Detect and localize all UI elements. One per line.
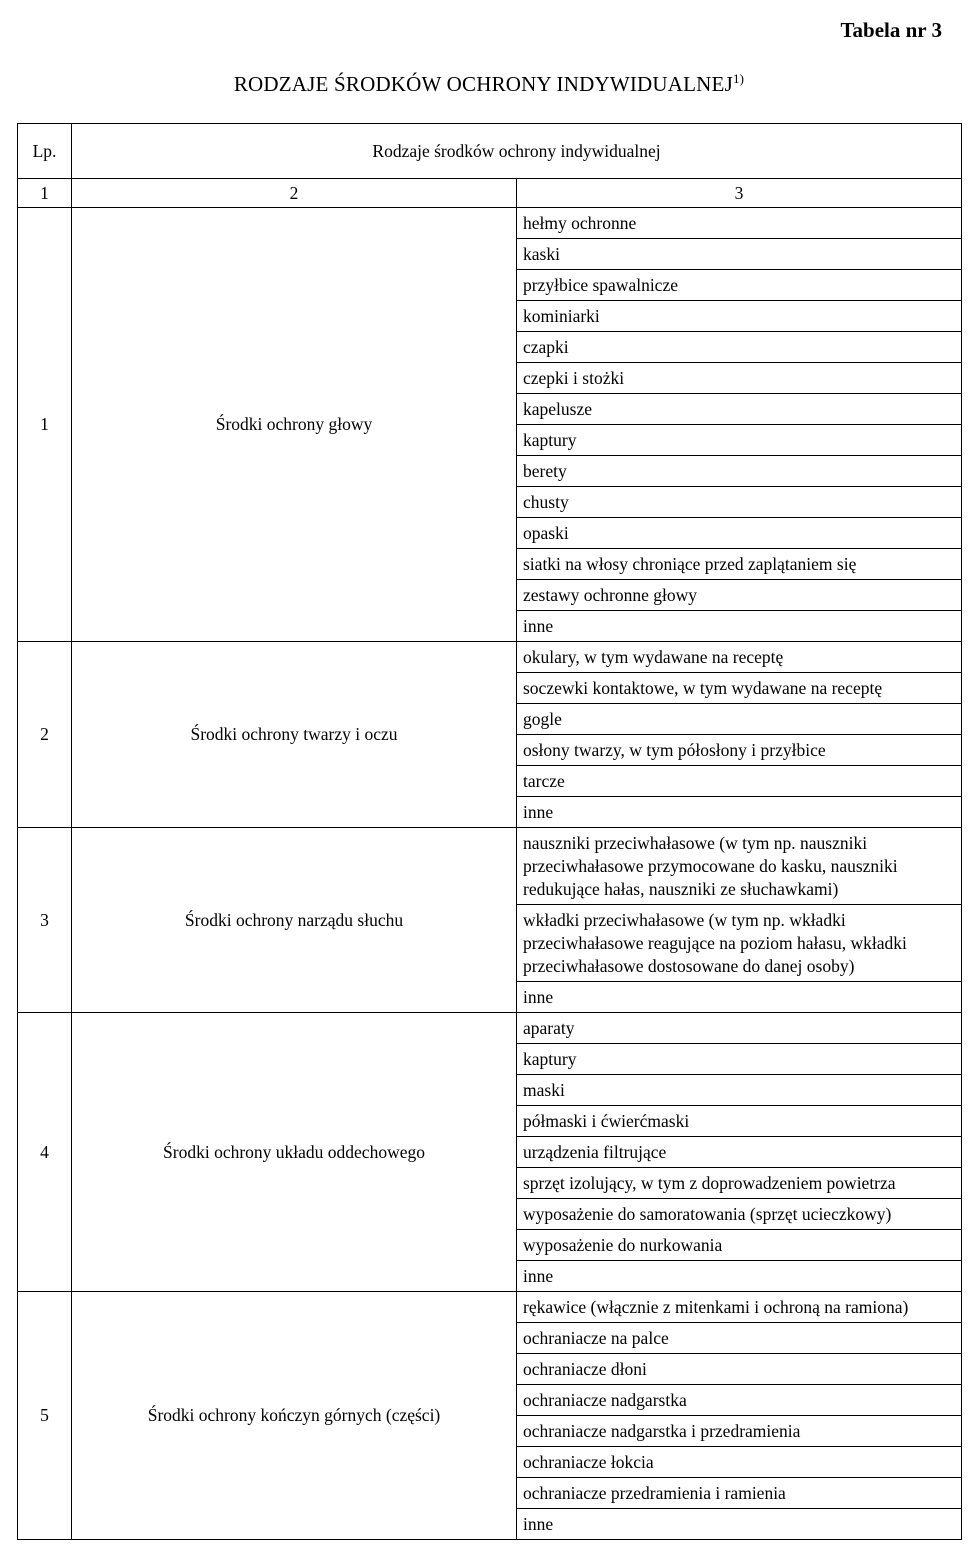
group-category-cell: Środki ochrony twarzy i oczu bbox=[72, 642, 517, 828]
item-cell: inne bbox=[517, 797, 962, 828]
column-number-2: 2 bbox=[72, 179, 517, 208]
header-lp-cell: Lp. bbox=[18, 124, 72, 179]
item-cell: urządzenia filtrujące bbox=[517, 1137, 962, 1168]
item-cell: inne bbox=[517, 1509, 962, 1540]
item-cell: kaptury bbox=[517, 425, 962, 456]
table-row bbox=[18, 1292, 962, 1323]
document-title bbox=[0, 72, 978, 97]
item-cell: opaski bbox=[517, 518, 962, 549]
item-cell: czapki bbox=[517, 332, 962, 363]
item-cell: ochraniacze na palce bbox=[517, 1323, 962, 1354]
table-row bbox=[18, 1013, 962, 1044]
table-body bbox=[18, 124, 962, 1540]
item-cell: zestawy ochronne głowy bbox=[517, 580, 962, 611]
group-lp-cell: 1 bbox=[18, 208, 72, 642]
item-cell: ochraniacze nadgarstka i przedramienia bbox=[517, 1416, 962, 1447]
item-cell: okulary, w tym wydawane na receptę bbox=[517, 642, 962, 673]
item-cell: chusty bbox=[517, 487, 962, 518]
item-cell: maski bbox=[517, 1075, 962, 1106]
item-cell: ochraniacze dłoni bbox=[517, 1354, 962, 1385]
item-cell: wyposażenie do samoratowania (sprzęt ucieczkowy) bbox=[517, 1199, 962, 1230]
group-category-cell: Środki ochrony głowy bbox=[72, 208, 517, 642]
item-cell: wkładki przeciwhałasowe (w tym np. wkładki przeciwhałasowe reagujące na poziom hałasu, wkładki przeciwhałasowe dostosowane do danej osoby) bbox=[517, 905, 962, 982]
item-cell: ochraniacze łokcia bbox=[517, 1447, 962, 1478]
item-cell: osłony twarzy, w tym półosłony i przyłbice bbox=[517, 735, 962, 766]
item-cell: ochraniacze przedramienia i ramienia bbox=[517, 1478, 962, 1509]
item-cell: nauszniki przeciwhałasowe (w tym np. nauszniki przeciwhałasowe przymocowane do kasku, nauszniki redukujące hałas, nauszniki ze słuchawkami) bbox=[517, 828, 962, 905]
item-cell: aparaty bbox=[517, 1013, 962, 1044]
table-row bbox=[18, 642, 962, 673]
item-cell: czepki i stożki bbox=[517, 363, 962, 394]
group-lp-cell: 2 bbox=[18, 642, 72, 828]
group-category-cell: Środki ochrony układu oddechowego bbox=[72, 1013, 517, 1292]
item-cell: gogle bbox=[517, 704, 962, 735]
title-footnote-mark: 1) bbox=[732, 71, 745, 86]
item-cell: inne bbox=[517, 611, 962, 642]
group-lp-cell: 4 bbox=[18, 1013, 72, 1292]
item-cell: kaptury bbox=[517, 1044, 962, 1075]
item-cell: rękawice (włącznie z mitenkami i ochroną na ramiona) bbox=[517, 1292, 962, 1323]
item-cell: półmaski i ćwierćmaski bbox=[517, 1106, 962, 1137]
group-lp-cell: 3 bbox=[18, 828, 72, 1013]
item-cell: hełmy ochronne bbox=[517, 208, 962, 239]
item-cell: berety bbox=[517, 456, 962, 487]
item-cell: sprzęt izolujący, w tym z doprowadzeniem powietrza bbox=[517, 1168, 962, 1199]
item-cell: kominiarki bbox=[517, 301, 962, 332]
document-title-text: RODZAJE ŚRODKÓW OCHRONY INDYWIDUALNEJ bbox=[233, 72, 733, 96]
table-header-row bbox=[18, 124, 962, 179]
column-number-row bbox=[18, 179, 962, 208]
item-cell: ochraniacze nadgarstka bbox=[517, 1385, 962, 1416]
group-lp-cell: 5 bbox=[18, 1292, 72, 1540]
item-cell: wyposażenie do nurkowania bbox=[517, 1230, 962, 1261]
item-cell: soczewki kontaktowe, w tym wydawane na receptę bbox=[517, 673, 962, 704]
table-row bbox=[18, 828, 962, 905]
item-cell: kaski bbox=[517, 239, 962, 270]
item-cell: kapelusze bbox=[517, 394, 962, 425]
item-cell: tarcze bbox=[517, 766, 962, 797]
item-cell: przyłbice spawalnicze bbox=[517, 270, 962, 301]
header-name-cell: Rodzaje środków ochrony indywidualnej bbox=[72, 124, 962, 179]
item-cell: siatki na włosy chroniące przed zaplątaniem się bbox=[517, 549, 962, 580]
ppe-types-table bbox=[17, 123, 962, 1540]
group-category-cell: Środki ochrony kończyn górnych (części) bbox=[72, 1292, 517, 1540]
group-category-cell: Środki ochrony narządu słuchu bbox=[72, 828, 517, 1013]
table-row bbox=[18, 208, 962, 239]
item-cell: inne bbox=[517, 982, 962, 1013]
column-number-3: 3 bbox=[517, 179, 962, 208]
item-cell: inne bbox=[517, 1261, 962, 1292]
column-number-1: 1 bbox=[18, 179, 72, 208]
table-number-label: Tabela nr 3 bbox=[840, 18, 942, 42]
